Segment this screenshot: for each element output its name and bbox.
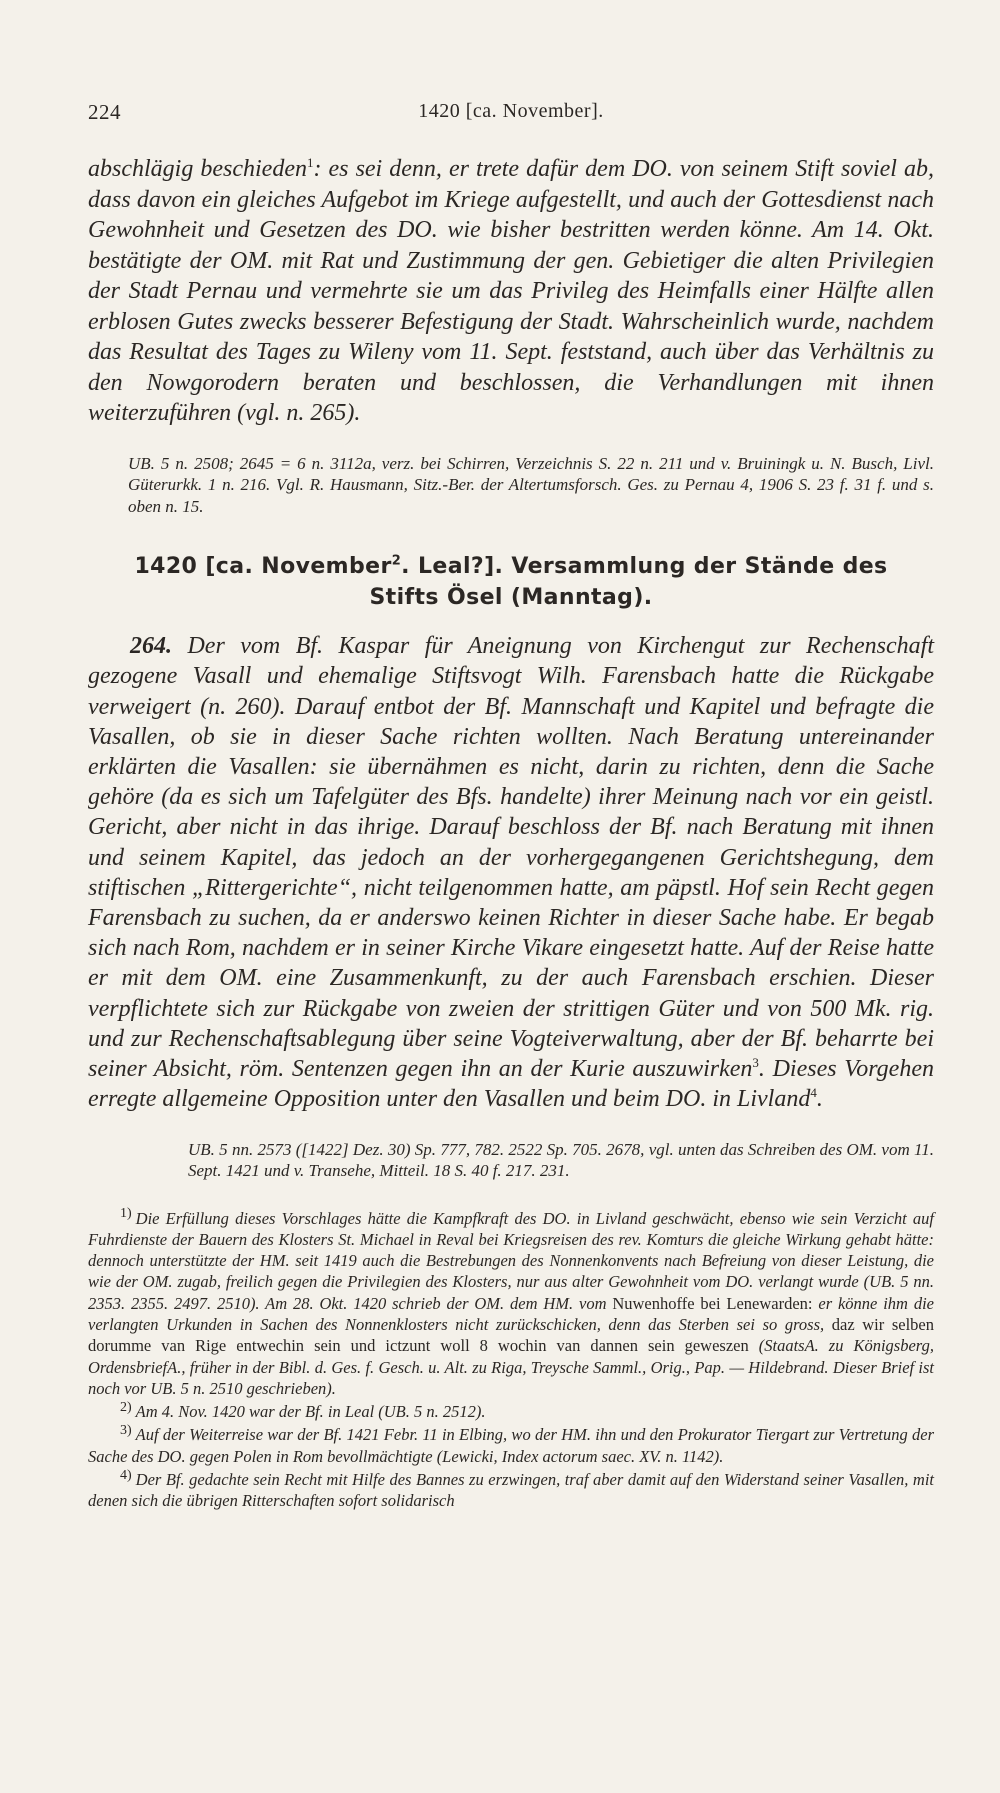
footnote-2-marker: 2) bbox=[120, 1399, 132, 1415]
footnote-1-text-d: daz wir selben dorumme van Rige entwechin sein und ictzunt woll 8 wochin van dannen sein geweszen bbox=[88, 1314, 935, 1356]
footnote-4-marker: 4) bbox=[120, 1467, 132, 1483]
entry-heading-part-1: 1420 [ca. November bbox=[134, 554, 392, 579]
entry-text-part-3: . bbox=[816, 1086, 823, 1113]
footnote-ref-4: 4 bbox=[810, 1085, 817, 1101]
lead-paragraph bbox=[88, 154, 934, 429]
footnote-1 bbox=[88, 1208, 934, 1400]
running-title: 1420 [ca. November]. bbox=[418, 100, 604, 122]
source-note-2: UB. 5 nn. 2573 ([1422] Dez. 30) Sp. 777, 782. 2522 Sp. 705. 2678, vgl. unten das Schreiben des OM. vom 11. Sept. 1421 und v. Transehe, Mitteil. 18 S. 40 f. 217. 231. bbox=[188, 1139, 934, 1180]
footnote-ref-3: 3 bbox=[752, 1055, 759, 1071]
entry-text-part-2: . Dieses Vorgehen erregte allgemeine Opposition unter den Vasallen und beim DO. in Livland bbox=[88, 1056, 934, 1113]
footnote-2 bbox=[88, 1401, 934, 1422]
entry-heading-part-2: . Leal?]. Versammlung der Stände des Stifts Ösel (Manntag). bbox=[369, 554, 888, 610]
footnote-1-text-b: Nuwenhoffe bei Lenewarden: bbox=[606, 1293, 819, 1313]
page-number: 224 bbox=[88, 100, 121, 124]
lead-text-part-1: abschlägig beschieden bbox=[88, 156, 307, 182]
footnote-4 bbox=[88, 1469, 934, 1512]
footnote-3-marker: 3) bbox=[120, 1422, 132, 1438]
footnote-3 bbox=[88, 1424, 934, 1467]
footnote-1-text-a: Die Erfüllung dieses Vorschlages hätte die Kampfkraft des DO. in Livland geschwächt, ebenso wie sein Verzicht auf Fuhrdienste der Bauern des Klosters St. Michael in Reval bei Kriegsreisen des rev. Komturs die gleiche Wirkung gehabt hätte: dennoch unterstützte der HM. seit 1419 auch die Bestrebungen des Nonnenkonvents nach Befreiung von dieser Leistung, die wie der OM. zugab, freilich gegen die Privilegien des Klosters, nur aus alter Gewohnheit vom DO. verlangt wurde (UB. 5 nn. 2353. 2355. 2497. 2510). Am 28. Okt. 1420 schrieb der OM. dem HM. vom bbox=[88, 1208, 934, 1313]
entry-number: 264. bbox=[130, 633, 172, 660]
footnote-4-text: Der Bf. gedachte sein Recht mit Hilfe des Bannes zu erzwingen, traf aber damit auf den Widerstand seiner Vasallen, mit denen sich die übrigen Ritterschaften sofort solidarisch bbox=[88, 1470, 934, 1511]
lead-text-part-2: : es sei denn, er trete dafür dem DO. von seinem Stift soviel ab, dass davon ein gleiches Aufgebot im Kriege aufgestellt, und auch der Gottesdienst nach Gewohnheit und Gesetzen des DO. wie bisher bestritten werden könne. Am 14. Okt. bestätigte der OM. mit Rat und Zustimmung der gen. Gebietiger die alten Privilegien der Stadt Pernau und vermehrte sie um das Privileg des Heimfalls einer Hälfte allen erblosen Gutes zwecks besserer Befestigung der Stadt. Wahrscheinlich wurde, nachdem das Resultat des Tages zu Wileny vom 11. Sept. feststand, auch über das Verhältnis zu den Nowgorodern beraten und beschlossen, die Verhandlungen mit ihnen weiterzuführen (vgl. n. 265). bbox=[88, 156, 935, 426]
footnote-2-text: Am 4. Nov. 1420 war der Bf. in Leal (UB. 5 n. 2512). bbox=[135, 1402, 486, 1422]
source-note-1: UB. 5 n. 2508; 2645 = 6 n. 3112a, verz. bei Schirren, Verzeichnis S. 22 n. 211 und v. Bruiningk u. N. Busch, Livl. Güterurkk. 1 n. 216. Vgl. R. Hausmann, Sitz.-Ber. der Altertumsforsch. Ges. zu Pernau 4, 1906 S. 23 f. 31 f. und s. oben n. 15. bbox=[128, 453, 934, 516]
entry-text-part-1: Der vom Bf. Kaspar für Aneignung von Kirchengut zur Rechenschaft gezogene Vasall und ehemalige Stiftsvogt Wilh. Farensbach hatte die Rückgabe verweigert (n. 260). Darauf entbot der Bf. Mannschaft und Kapitel und befragte die Vasallen, ob sie in dieser Sache richten wollten. Nach Beratung untereinander erklärten die Vasallen: sie übernähmen es nicht, darin zu richten, denn die Sache gehöre (da es sich um Tafelgüter des Bfs. handelte) ihrer Meinung nach vor ein geistl. Gericht, aber nicht in das ihrige. Darauf beschloss der Bf. nach Beratung mit ihnen und seinem Kapitel, das jedoch an der vorhergegangenen Gerichtshegung, dem stiftischen „Rittergerichte“, nicht teilgenommen hatte, am päpstl. Hof sein Recht gegen Farensbach zu suchen, da er anderswo keinen Richter in dieser Sache habe. Er begab sich nach Rom, nachdem er in seiner Kirche Vikare eingesetzt hatte. Auf der Reise hatte er mit dem OM. eine Zusammenkunft, zu der auch Farensbach erschien. Dieser verpflichtete sich zur Rückgabe von zweien der strittigen Güter und von 500 Mk. rig. und zur Rechenschaftsablegung über seine Vogteiverwaltung, aber der Bf. beharrte bei seiner Absicht, röm. Sentenzen gegen ihn an der Kurie auszuwirken bbox=[88, 633, 934, 1083]
footnote-3-text: Auf der Weiterreise war der Bf. 1421 Febr. 11 in Elbing, wo der HM. ihn und den Prokurator Tiergart zur Vertretung der Sache des DO. gegen Polen in Rom bevollmächtigte (Lewicki, Index actorum saec. XV. n. 1142). bbox=[88, 1425, 934, 1466]
footnote-1-marker: 1) bbox=[120, 1206, 132, 1221]
footnote-ref-2: 2 bbox=[391, 553, 402, 569]
entry-paragraph bbox=[88, 631, 934, 1114]
entry-heading bbox=[88, 551, 934, 613]
footnote-1-text-c: er könne ihm die verlangten Urkunden in Sachen des Nonnenklosters nicht zurückschicken, denn das Sterben sei so gross, bbox=[88, 1293, 934, 1334]
footnotes-section bbox=[88, 1208, 934, 1512]
footnote-1-text-e: (StaatsA. zu Königsberg, OrdensbriefA., früher in der Bibl. d. Ges. f. Gesch. u. Alt. zu Riga, Treysche Samml., Orig., Pap. — Hildebrand. Dieser Brief ist noch vor UB. 5 n. 2510 geschrieben). bbox=[88, 1336, 934, 1398]
footnote-ref-1: 1 bbox=[307, 155, 314, 170]
running-head bbox=[88, 100, 934, 134]
